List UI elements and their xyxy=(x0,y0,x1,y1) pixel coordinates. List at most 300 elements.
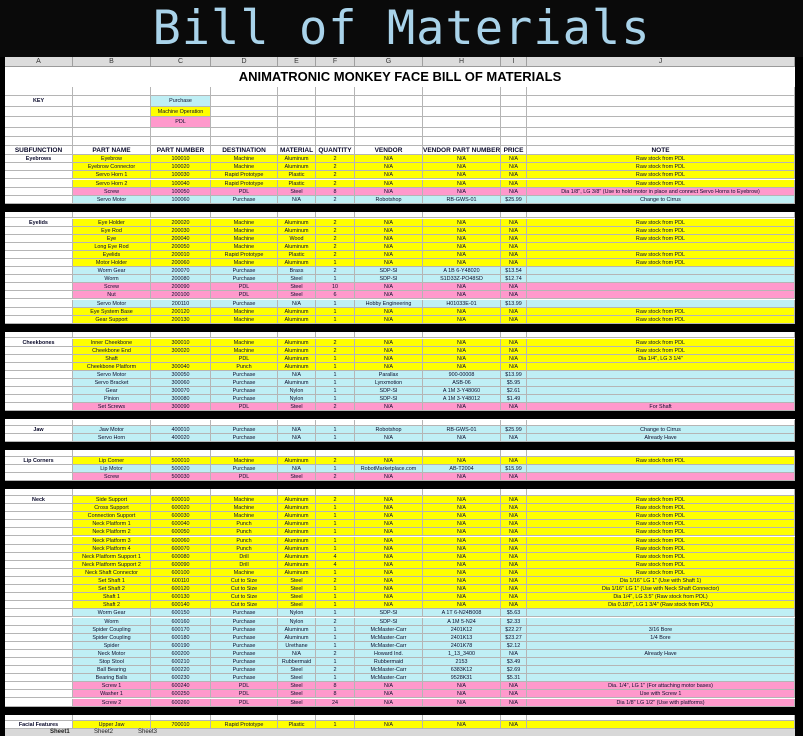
destination-cell[interactable]: Machine xyxy=(211,316,278,324)
subfunction-cell[interactable] xyxy=(5,642,73,650)
quantity-cell[interactable]: 2 xyxy=(316,618,355,626)
subfunction-cell[interactable] xyxy=(5,267,73,275)
subfunction-cell[interactable] xyxy=(5,163,73,171)
destination-cell[interactable]: Rapid Prototype xyxy=(211,721,278,729)
part-number-cell[interactable]: 600180 xyxy=(151,634,211,642)
vendor-cell[interactable]: N/A xyxy=(355,155,423,163)
vendor-cell[interactable]: N/A xyxy=(355,690,423,698)
quantity-cell[interactable]: 2 xyxy=(316,171,355,179)
price-cell[interactable]: N/A xyxy=(501,243,527,251)
vendor-cell[interactable]: N/A xyxy=(355,259,423,267)
material-cell[interactable]: Aluminum xyxy=(278,561,316,569)
note-cell[interactable] xyxy=(527,618,795,626)
quantity-cell[interactable]: 1 xyxy=(316,379,355,387)
quantity-cell[interactable]: 1 xyxy=(316,395,355,403)
part-number-cell[interactable]: 600260 xyxy=(151,699,211,707)
price-cell[interactable]: N/A xyxy=(501,355,527,363)
part-number-cell[interactable]: 600240 xyxy=(151,682,211,690)
material-cell[interactable]: Steel xyxy=(278,682,316,690)
material-cell[interactable]: Aluminum xyxy=(278,308,316,316)
quantity-cell[interactable]: 1 xyxy=(316,426,355,434)
vendor-part-number-cell[interactable]: N/A xyxy=(423,593,501,601)
vendor-part-number-cell[interactable]: N/A xyxy=(423,251,501,259)
note-cell[interactable]: Use with Screw 1 xyxy=(527,690,795,698)
part-number-cell[interactable]: 600190 xyxy=(151,642,211,650)
price-cell[interactable]: N/A xyxy=(501,569,527,577)
destination-cell[interactable]: Cut to Size xyxy=(211,593,278,601)
destination-cell[interactable]: Purchase xyxy=(211,267,278,275)
note-cell[interactable] xyxy=(527,387,795,395)
destination-cell[interactable]: Punch xyxy=(211,520,278,528)
subfunction-cell[interactable] xyxy=(5,553,73,561)
subfunction-cell[interactable] xyxy=(5,180,73,188)
material-cell[interactable]: Plastic xyxy=(278,251,316,259)
destination-cell[interactable]: Drill xyxy=(211,553,278,561)
column-title[interactable]: NOTE xyxy=(527,146,795,155)
part-number-cell[interactable]: 100040 xyxy=(151,180,211,188)
part-name-cell[interactable]: Screw 1 xyxy=(73,682,151,690)
part-name-cell[interactable]: Long Eye Rod xyxy=(73,243,151,251)
material-cell[interactable]: Aluminum xyxy=(278,457,316,465)
note-cell[interactable]: Dia. 1/4", LG 1" (For attaching motor bases) xyxy=(527,682,795,690)
destination-cell[interactable]: PDL xyxy=(211,682,278,690)
note-cell[interactable]: Already Have xyxy=(527,650,795,658)
vendor-part-number-cell[interactable]: AB-T2004 xyxy=(423,465,501,473)
part-name-cell[interactable]: Servo Horn 2 xyxy=(73,180,151,188)
quantity-cell[interactable]: 2 xyxy=(316,403,355,411)
subfunction-label[interactable]: Lip Corners xyxy=(5,457,73,465)
quantity-cell[interactable]: 1 xyxy=(316,300,355,308)
subfunction-cell[interactable] xyxy=(5,171,73,179)
quantity-cell[interactable]: 2 xyxy=(316,339,355,347)
quantity-cell[interactable]: 1 xyxy=(316,371,355,379)
note-cell[interactable] xyxy=(527,267,795,275)
vendor-cell[interactable]: SDP-SI xyxy=(355,275,423,283)
vendor-cell[interactable]: N/A xyxy=(355,235,423,243)
part-name-cell[interactable]: Eye xyxy=(73,235,151,243)
note-cell[interactable]: Raw stock from PDL xyxy=(527,512,795,520)
price-cell[interactable]: N/A xyxy=(501,473,527,481)
vendor-part-number-cell[interactable]: H01033E-01 xyxy=(423,300,501,308)
quantity-cell[interactable]: 1 xyxy=(316,537,355,545)
subfunction-label[interactable]: Eyelids xyxy=(5,219,73,227)
subfunction-cell[interactable] xyxy=(5,434,73,442)
part-name-cell[interactable]: Set Shaft 2 xyxy=(73,585,151,593)
part-number-cell[interactable]: 300090 xyxy=(151,403,211,411)
part-name-cell[interactable]: Washer 1 xyxy=(73,690,151,698)
part-name-cell[interactable]: Neck Platform Support 1 xyxy=(73,553,151,561)
destination-cell[interactable]: Purchase xyxy=(211,371,278,379)
vendor-cell[interactable]: N/A xyxy=(355,601,423,609)
destination-cell[interactable]: Machine xyxy=(211,308,278,316)
subfunction-cell[interactable] xyxy=(5,699,73,707)
destination-cell[interactable]: Purchase xyxy=(211,465,278,473)
part-number-cell[interactable]: 600170 xyxy=(151,626,211,634)
vendor-cell[interactable]: N/A xyxy=(355,569,423,577)
vendor-cell[interactable]: N/A xyxy=(355,682,423,690)
note-cell[interactable]: Dia 1/8", LG 3/8" (Use to hold motor in place and connect Servo Horns to Eyebrow) xyxy=(527,188,795,196)
quantity-cell[interactable]: 1 xyxy=(316,609,355,617)
destination-cell[interactable]: Purchase xyxy=(211,626,278,634)
material-cell[interactable]: N/A xyxy=(278,434,316,442)
part-number-cell[interactable]: 200060 xyxy=(151,259,211,267)
destination-cell[interactable]: Purchase xyxy=(211,674,278,682)
note-cell[interactable]: Already Have xyxy=(527,434,795,442)
subfunction-cell[interactable] xyxy=(5,243,73,251)
subfunction-cell[interactable] xyxy=(5,387,73,395)
part-name-cell[interactable]: Servo Bracket xyxy=(73,379,151,387)
part-number-cell[interactable]: 600020 xyxy=(151,504,211,512)
part-number-cell[interactable]: 300010 xyxy=(151,339,211,347)
column-header-e[interactable]: E xyxy=(278,57,316,66)
material-cell[interactable]: Aluminum xyxy=(278,316,316,324)
vendor-part-number-cell[interactable]: N/A xyxy=(423,457,501,465)
destination-cell[interactable]: Purchase xyxy=(211,426,278,434)
vendor-cell[interactable]: SDP-SI xyxy=(355,267,423,275)
price-cell[interactable]: N/A xyxy=(501,577,527,585)
material-cell[interactable]: Aluminum xyxy=(278,496,316,504)
note-cell[interactable] xyxy=(527,721,795,729)
destination-cell[interactable]: Punch xyxy=(211,528,278,536)
part-number-cell[interactable]: 200020 xyxy=(151,219,211,227)
vendor-part-number-cell[interactable]: N/A xyxy=(423,283,501,291)
destination-cell[interactable]: PDL xyxy=(211,690,278,698)
destination-cell[interactable]: Purchase xyxy=(211,634,278,642)
vendor-part-number-cell[interactable]: N/A xyxy=(423,512,501,520)
vendor-part-number-cell[interactable]: 2401K12 xyxy=(423,626,501,634)
vendor-part-number-cell[interactable]: N/A xyxy=(423,188,501,196)
note-cell[interactable]: Raw stock from PDL xyxy=(527,569,795,577)
price-cell[interactable]: $12.74 xyxy=(501,275,527,283)
note-cell[interactable] xyxy=(527,275,795,283)
part-number-cell[interactable]: 300070 xyxy=(151,387,211,395)
price-cell[interactable]: N/A xyxy=(501,180,527,188)
note-cell[interactable]: Dia 0.187", LG 1 3/4" (Raw stock from PDL) xyxy=(527,601,795,609)
material-cell[interactable]: Aluminum xyxy=(278,528,316,536)
quantity-cell[interactable]: 2 xyxy=(316,473,355,481)
vendor-part-number-cell[interactable]: A 1T 6-N24B008 xyxy=(423,609,501,617)
column-header-c[interactable]: C xyxy=(151,57,211,66)
vendor-cell[interactable]: N/A xyxy=(355,243,423,251)
subfunction-cell[interactable] xyxy=(5,251,73,259)
price-cell[interactable]: N/A xyxy=(501,537,527,545)
part-number-cell[interactable]: 600110 xyxy=(151,577,211,585)
key-item[interactable]: Purchase xyxy=(151,96,211,107)
vendor-part-number-cell[interactable]: N/A xyxy=(423,163,501,171)
vendor-part-number-cell[interactable]: N/A xyxy=(423,243,501,251)
subfunction-cell[interactable] xyxy=(5,634,73,642)
price-cell[interactable]: $5.95 xyxy=(501,379,527,387)
part-number-cell[interactable]: 600250 xyxy=(151,690,211,698)
vendor-part-number-cell[interactable]: 900-00008 xyxy=(423,371,501,379)
vendor-part-number-cell[interactable]: N/A xyxy=(423,561,501,569)
note-cell[interactable]: 3/16 Bore xyxy=(527,626,795,634)
subfunction-cell[interactable] xyxy=(5,577,73,585)
material-cell[interactable]: Nylon xyxy=(278,387,316,395)
material-cell[interactable]: Steel xyxy=(278,291,316,299)
destination-cell[interactable]: Rapid Prototype xyxy=(211,171,278,179)
price-cell[interactable]: N/A xyxy=(501,721,527,729)
price-cell[interactable]: N/A xyxy=(501,699,527,707)
destination-cell[interactable]: Purchase xyxy=(211,379,278,387)
subfunction-cell[interactable] xyxy=(5,512,73,520)
vendor-cell[interactable]: Robotshop xyxy=(355,426,423,434)
destination-cell[interactable]: Purchase xyxy=(211,618,278,626)
part-number-cell[interactable]: 200090 xyxy=(151,283,211,291)
quantity-cell[interactable]: 2 xyxy=(316,251,355,259)
vendor-cell[interactable]: Howard Ind. xyxy=(355,650,423,658)
material-cell[interactable]: Plastic xyxy=(278,180,316,188)
part-name-cell[interactable]: Neck Platform 3 xyxy=(73,537,151,545)
material-cell[interactable]: Aluminum xyxy=(278,259,316,267)
note-cell[interactable]: Raw stock from PDL xyxy=(527,251,795,259)
key-item[interactable]: PDL xyxy=(151,117,211,128)
price-cell[interactable]: N/A xyxy=(501,512,527,520)
subfunction-cell[interactable] xyxy=(5,618,73,626)
key-item[interactable]: Machine Operation xyxy=(151,107,211,118)
part-name-cell[interactable]: Set Screws xyxy=(73,403,151,411)
part-name-cell[interactable]: Shaft xyxy=(73,355,151,363)
vendor-part-number-cell[interactable]: N/A xyxy=(423,347,501,355)
price-cell[interactable]: $5.63 xyxy=(501,609,527,617)
vendor-cell[interactable]: N/A xyxy=(355,593,423,601)
vendor-part-number-cell[interactable]: N/A xyxy=(423,308,501,316)
destination-cell[interactable]: Machine xyxy=(211,243,278,251)
note-cell[interactable]: 1/4 Bore xyxy=(527,634,795,642)
subfunction-cell[interactable] xyxy=(5,537,73,545)
quantity-cell[interactable]: 1 xyxy=(316,465,355,473)
subfunction-cell[interactable] xyxy=(5,585,73,593)
part-number-cell[interactable]: 600010 xyxy=(151,496,211,504)
column-title[interactable]: SUBFUNCTION xyxy=(5,146,73,155)
part-name-cell[interactable]: Servo Horn xyxy=(73,434,151,442)
vendor-cell[interactable]: McMaster-Carr xyxy=(355,666,423,674)
quantity-cell[interactable]: 4 xyxy=(316,561,355,569)
price-cell[interactable]: N/A xyxy=(501,403,527,411)
subfunction-cell[interactable] xyxy=(5,601,73,609)
destination-cell[interactable]: Machine xyxy=(211,155,278,163)
part-number-cell[interactable]: 200030 xyxy=(151,227,211,235)
vendor-cell[interactable]: N/A xyxy=(355,561,423,569)
column-header-b[interactable]: B xyxy=(73,57,151,66)
destination-cell[interactable]: PDL xyxy=(211,473,278,481)
vendor-part-number-cell[interactable]: N/A xyxy=(423,339,501,347)
vendor-cell[interactable]: SDP-SI xyxy=(355,618,423,626)
material-cell[interactable]: Steel xyxy=(278,699,316,707)
destination-cell[interactable]: Punch xyxy=(211,363,278,371)
part-name-cell[interactable]: Neck Motor xyxy=(73,650,151,658)
destination-cell[interactable]: Purchase xyxy=(211,196,278,204)
destination-cell[interactable]: Purchase xyxy=(211,666,278,674)
material-cell[interactable]: Aluminum xyxy=(278,537,316,545)
part-number-cell[interactable]: 600060 xyxy=(151,537,211,545)
subfunction-cell[interactable] xyxy=(5,561,73,569)
subfunction-cell[interactable] xyxy=(5,403,73,411)
subfunction-cell[interactable] xyxy=(5,347,73,355)
column-title[interactable]: MATERIAL xyxy=(278,146,316,155)
price-cell[interactable]: N/A xyxy=(501,690,527,698)
price-cell[interactable]: $25.99 xyxy=(501,196,527,204)
vendor-cell[interactable]: N/A xyxy=(355,512,423,520)
part-name-cell[interactable]: Eye System Base xyxy=(73,308,151,316)
material-cell[interactable]: Steel xyxy=(278,690,316,698)
price-cell[interactable]: N/A xyxy=(501,504,527,512)
part-number-cell[interactable]: 200040 xyxy=(151,235,211,243)
vendor-cell[interactable]: N/A xyxy=(355,171,423,179)
quantity-cell[interactable]: 1 xyxy=(316,642,355,650)
vendor-cell[interactable]: N/A xyxy=(355,585,423,593)
part-number-cell[interactable]: 300040 xyxy=(151,363,211,371)
vendor-part-number-cell[interactable]: A 1M 5-N24 xyxy=(423,618,501,626)
price-cell[interactable]: $13.99 xyxy=(501,300,527,308)
column-header-g[interactable]: G xyxy=(355,57,423,66)
quantity-cell[interactable]: 1 xyxy=(316,504,355,512)
column-title[interactable]: PRICE xyxy=(501,146,527,155)
note-cell[interactable]: Raw stock from PDL xyxy=(527,163,795,171)
price-cell[interactable]: $13.54 xyxy=(501,267,527,275)
part-name-cell[interactable]: Lip Corner xyxy=(73,457,151,465)
vendor-part-number-cell[interactable]: 6383K12 xyxy=(423,666,501,674)
price-cell[interactable]: N/A xyxy=(501,171,527,179)
destination-cell[interactable]: PDL xyxy=(211,403,278,411)
part-name-cell[interactable]: Eyebrow xyxy=(73,155,151,163)
price-cell[interactable]: N/A xyxy=(501,259,527,267)
quantity-cell[interactable]: 2 xyxy=(316,347,355,355)
material-cell[interactable]: Aluminum xyxy=(278,569,316,577)
quantity-cell[interactable]: 1 xyxy=(316,593,355,601)
part-name-cell[interactable]: Spider Coupling xyxy=(73,634,151,642)
vendor-cell[interactable]: RobotMarketplace.com xyxy=(355,465,423,473)
material-cell[interactable]: Urethane xyxy=(278,642,316,650)
part-name-cell[interactable]: Set Shaft 1 xyxy=(73,577,151,585)
vendor-cell[interactable]: N/A xyxy=(355,545,423,553)
destination-cell[interactable]: PDL xyxy=(211,699,278,707)
material-cell[interactable]: Steel xyxy=(278,188,316,196)
material-cell[interactable]: Aluminum xyxy=(278,545,316,553)
subfunction-cell[interactable] xyxy=(5,275,73,283)
price-cell[interactable]: N/A xyxy=(501,235,527,243)
vendor-part-number-cell[interactable]: N/A xyxy=(423,545,501,553)
part-number-cell[interactable]: 500030 xyxy=(151,473,211,481)
part-name-cell[interactable]: Shaft 2 xyxy=(73,601,151,609)
note-cell[interactable]: Raw stock from PDL xyxy=(527,180,795,188)
subfunction-cell[interactable] xyxy=(5,308,73,316)
destination-cell[interactable]: Machine xyxy=(211,496,278,504)
quantity-cell[interactable]: 1 xyxy=(316,721,355,729)
quantity-cell[interactable]: 2 xyxy=(316,457,355,465)
note-cell[interactable]: Dia 1/4", LG 3.5" (Raw stock from PDL) xyxy=(527,593,795,601)
vendor-part-number-cell[interactable]: N/A xyxy=(423,721,501,729)
part-number-cell[interactable]: 500010 xyxy=(151,457,211,465)
quantity-cell[interactable]: 2 xyxy=(316,650,355,658)
part-name-cell[interactable]: Bearing Balls xyxy=(73,674,151,682)
price-cell[interactable]: N/A xyxy=(501,363,527,371)
price-cell[interactable]: $23.27 xyxy=(501,634,527,642)
part-name-cell[interactable]: Screw xyxy=(73,283,151,291)
material-cell[interactable]: Plastic xyxy=(278,171,316,179)
vendor-part-number-cell[interactable]: ASB-06 xyxy=(423,379,501,387)
quantity-cell[interactable]: 1 xyxy=(316,545,355,553)
subfunction-cell[interactable] xyxy=(5,658,73,666)
part-name-cell[interactable]: Side Support xyxy=(73,496,151,504)
note-cell[interactable]: Dia 1/4", LG 3 1/4" xyxy=(527,355,795,363)
part-number-cell[interactable] xyxy=(151,355,211,363)
quantity-cell[interactable]: 8 xyxy=(316,682,355,690)
price-cell[interactable]: $15.99 xyxy=(501,465,527,473)
subfunction-cell[interactable] xyxy=(5,609,73,617)
column-title[interactable]: VENDOR PART NUMBER xyxy=(423,147,501,155)
vendor-cell[interactable]: N/A xyxy=(355,721,423,729)
part-number-cell[interactable]: 600040 xyxy=(151,520,211,528)
part-name-cell[interactable]: Neck Platform 1 xyxy=(73,520,151,528)
subfunction-cell[interactable] xyxy=(5,569,73,577)
note-cell[interactable] xyxy=(527,674,795,682)
price-cell[interactable]: $2.61 xyxy=(501,387,527,395)
part-name-cell[interactable]: Stop Stool xyxy=(73,658,151,666)
vendor-cell[interactable]: Hobby Engineering xyxy=(355,300,423,308)
material-cell[interactable]: N/A xyxy=(278,465,316,473)
part-number-cell[interactable]: 600160 xyxy=(151,618,211,626)
part-number-cell[interactable]: 600100 xyxy=(151,569,211,577)
material-cell[interactable]: Aluminum xyxy=(278,634,316,642)
price-cell[interactable]: $25.99 xyxy=(501,426,527,434)
destination-cell[interactable]: Machine xyxy=(211,219,278,227)
price-cell[interactable]: N/A xyxy=(501,457,527,465)
note-cell[interactable]: Raw stock from PDL xyxy=(527,528,795,536)
note-cell[interactable]: Raw stock from PDL xyxy=(527,171,795,179)
vendor-part-number-cell[interactable]: N/A xyxy=(423,235,501,243)
part-name-cell[interactable]: Lip Motor xyxy=(73,465,151,473)
part-number-cell[interactable]: 400010 xyxy=(151,426,211,434)
subfunction-cell[interactable] xyxy=(5,504,73,512)
column-header-j[interactable]: J xyxy=(527,57,795,66)
material-cell[interactable]: N/A xyxy=(278,196,316,204)
note-cell[interactable] xyxy=(527,371,795,379)
price-cell[interactable]: $2.12 xyxy=(501,642,527,650)
vendor-part-number-cell[interactable]: N/A xyxy=(423,363,501,371)
note-cell[interactable]: Raw stock from PDL xyxy=(527,504,795,512)
price-cell[interactable]: N/A xyxy=(501,163,527,171)
part-number-cell[interactable]: 200100 xyxy=(151,291,211,299)
subfunction-cell[interactable] xyxy=(5,363,73,371)
note-cell[interactable]: Raw stock from PDL xyxy=(527,235,795,243)
column-header-d[interactable]: D xyxy=(211,57,278,66)
part-number-cell[interactable]: 200130 xyxy=(151,316,211,324)
subfunction-cell[interactable] xyxy=(5,235,73,243)
price-cell[interactable]: N/A xyxy=(501,308,527,316)
material-cell[interactable]: Steel xyxy=(278,403,316,411)
vendor-part-number-cell[interactable]: N/A xyxy=(423,171,501,179)
vendor-part-number-cell[interactable]: N/A xyxy=(423,577,501,585)
column-header-f[interactable]: F xyxy=(316,57,355,66)
destination-cell[interactable]: Cut to Size xyxy=(211,585,278,593)
price-cell[interactable]: N/A xyxy=(501,682,527,690)
vendor-cell[interactable]: N/A xyxy=(355,699,423,707)
part-name-cell[interactable]: Shaft 1 xyxy=(73,593,151,601)
part-name-cell[interactable]: Spider xyxy=(73,642,151,650)
subfunction-cell[interactable] xyxy=(5,196,73,204)
price-cell[interactable]: N/A xyxy=(501,155,527,163)
subfunction-cell[interactable] xyxy=(5,593,73,601)
quantity-cell[interactable]: 2 xyxy=(316,235,355,243)
quantity-cell[interactable]: 1 xyxy=(316,601,355,609)
quantity-cell[interactable]: 2 xyxy=(316,227,355,235)
note-cell[interactable] xyxy=(527,642,795,650)
material-cell[interactable]: Aluminum xyxy=(278,339,316,347)
part-name-cell[interactable]: Eyebrow Connector xyxy=(73,163,151,171)
destination-cell[interactable]: Rapid Prototype xyxy=(211,180,278,188)
part-name-cell[interactable]: Jaw Motor xyxy=(73,426,151,434)
